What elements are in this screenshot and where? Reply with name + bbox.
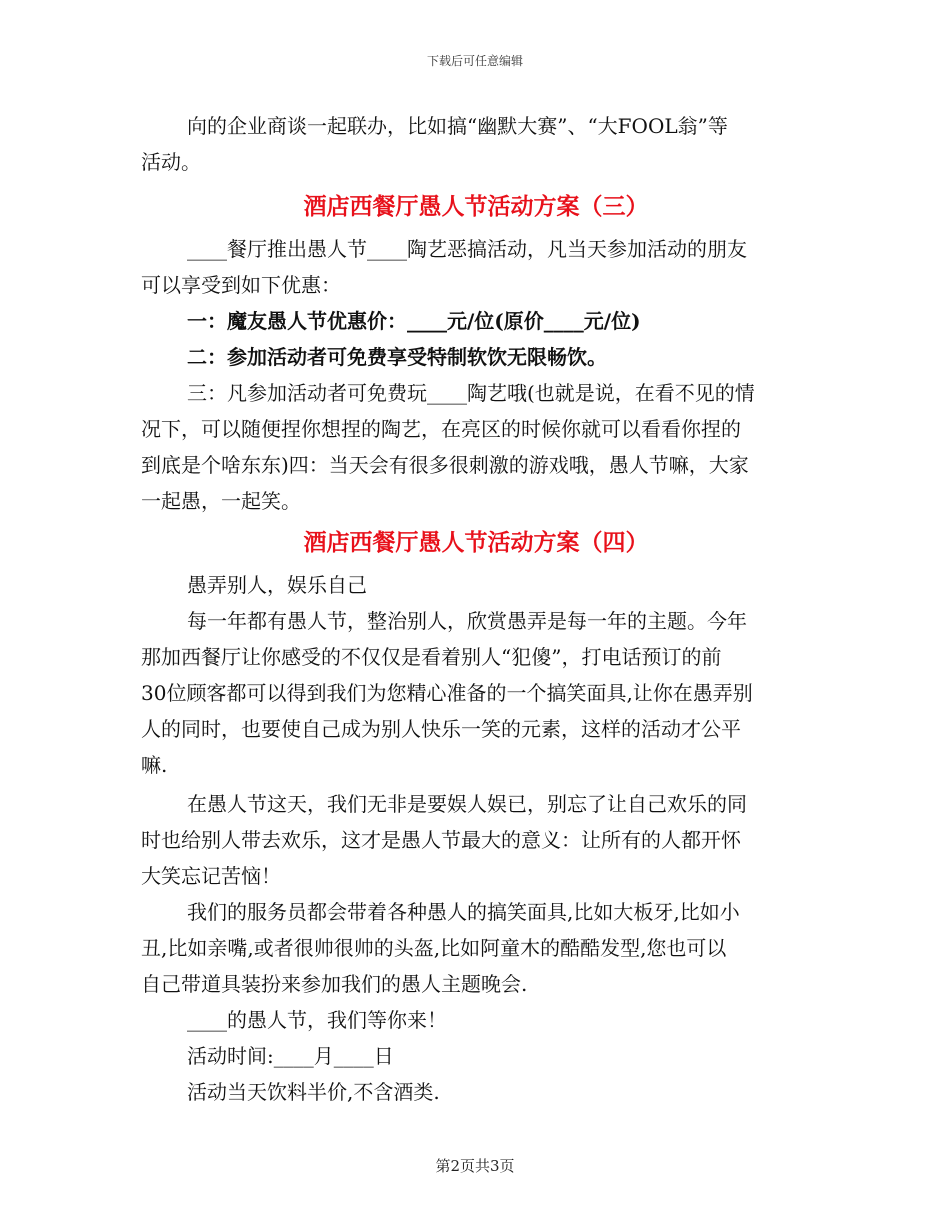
paragraph-line: 时也给别人带去欢乐，这才是愚人节最大的意义：让所有的人都开怀 bbox=[141, 828, 741, 852]
page-number: 第2页共3页 bbox=[435, 1157, 515, 1175]
paragraph-line: ____的愚人节，我们等你来！ bbox=[187, 1008, 447, 1032]
paragraph-line: 我们的服务员都会带着各种愚人的搞笑面具,比如大板牙,比如小 bbox=[187, 900, 740, 924]
paragraph-line: 活动。 bbox=[141, 150, 201, 174]
document-body bbox=[141, 108, 811, 1110]
paragraph-line: 人的同时，也要使自己成为别人快乐一笑的元素，这样的活动才公平 bbox=[141, 717, 741, 741]
section-heading-3: 酒店西餐厅愚人节活动方案（三） bbox=[303, 193, 649, 220]
offer-item-1: 一：魔友愚人节优惠价：____元/位(原价____元/位) bbox=[187, 309, 641, 333]
paragraph-line: 一起愚，一起笑。 bbox=[141, 489, 301, 513]
paragraph-line: 30位顾客都可以得到我们为您精心准备的一个搞笑面具,让你在愚弄别 bbox=[141, 681, 753, 705]
section-heading-4: 酒店西餐厅愚人节活动方案（四） bbox=[303, 529, 649, 556]
page-header-note: 下载后可任意编辑 bbox=[426, 54, 523, 68]
paragraph-line: 活动当天饮料半价,不含酒类. bbox=[187, 1080, 440, 1104]
paragraph-line: 每一年都有愚人节，整治别人，欣赏愚弄是每一年的主题。今年 bbox=[187, 609, 747, 633]
paragraph-line: 丑,比如亲嘴,或者很帅很帅的头盔,比如阿童木的酷酷发型,您也可以 bbox=[141, 936, 727, 960]
paragraph-line: 那加西餐厅让你感受的不仅仅是看着别人“犯傻”，打电话预订的前 bbox=[141, 645, 722, 669]
paragraph-line: 大笑忘记苦恼！ bbox=[141, 864, 281, 888]
paragraph-line: 向的企业商谈一起联办，比如搞“幽默大赛”、“大FOOL翁”等 bbox=[187, 114, 728, 138]
paragraph-line: ____餐厅推出愚人节____陶艺恶搞活动，凡当天参加活动的朋友 bbox=[187, 237, 747, 261]
offer-item-2: 二：参加活动者可免费享受特制软饮无限畅饮。 bbox=[187, 345, 607, 369]
paragraph-line: 自己带道具装扮来参加我们的愚人主题晚会. bbox=[141, 972, 528, 996]
paragraph-line: 况下，可以随便捏你想捏的陶艺，在亮区的时候你就可以看看你捏的 bbox=[141, 417, 741, 441]
offer-item-3: 三：凡参加活动者可免费玩____陶艺哦(也就是说，在看不见的情 bbox=[187, 381, 755, 405]
paragraph-line: 活动时间:____月____日 bbox=[187, 1044, 394, 1068]
paragraph-line: 到底是个啥东东)四：当天会有很多很刺激的游戏哦，愚人节嘛，大家 bbox=[141, 453, 749, 477]
paragraph-line: 愚弄别人，娱乐自己 bbox=[187, 573, 367, 597]
paragraph-line: 可以享受到如下优惠： bbox=[141, 273, 341, 297]
paragraph-line: 在愚人节这天，我们无非是要娱人娱已，别忘了让自己欢乐的同 bbox=[187, 792, 747, 816]
paragraph-line: 嘛. bbox=[141, 753, 168, 777]
